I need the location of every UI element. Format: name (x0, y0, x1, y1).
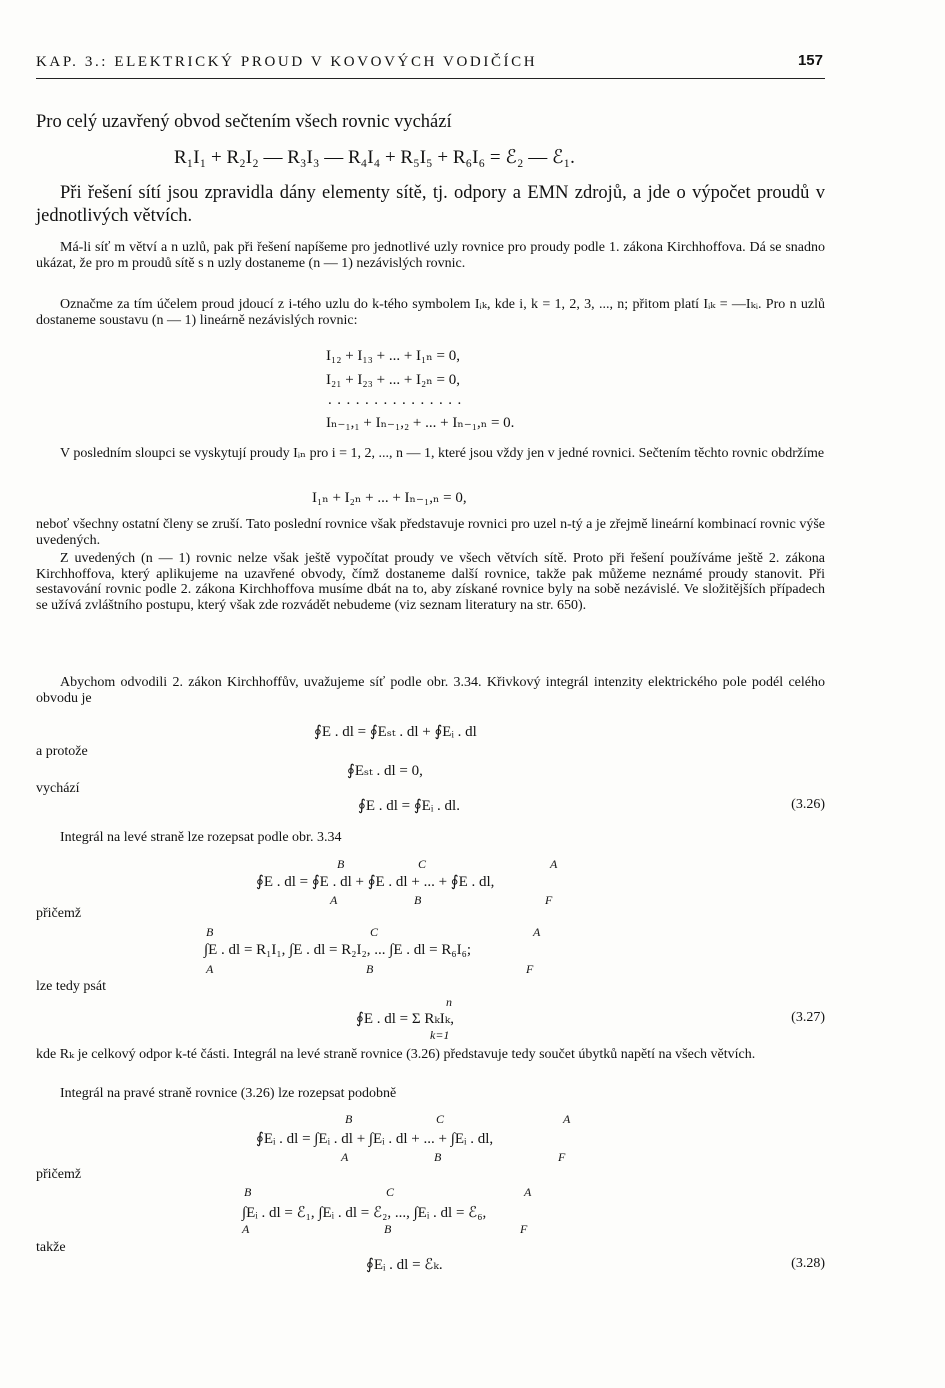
label-a-protoze: a protože (36, 744, 88, 759)
limit-lower: B (434, 1150, 442, 1164)
paragraph-2: Při řešení sítí jsou zpravidla dány elementy sítě, tj. odpory a EMN zdrojů, a jde o výpočet proudů v jednotlivých větvích. (36, 183, 825, 226)
label-pricemz: přičemž (36, 906, 82, 921)
label-lze-tedy-psat: lze tedy psát (36, 979, 106, 994)
equation-number-3-27: (3.27) (791, 1010, 825, 1025)
running-header (36, 54, 825, 76)
limit-upper: C (386, 1185, 395, 1199)
limit-lower: B (414, 893, 422, 907)
equation-segment-drops: ∫E . dl = R₁I₁, ∫E . dl = R₂I₂, ... ∫E . dl = R₆I₆; (204, 942, 471, 958)
limit-lower: B (384, 1222, 392, 1236)
equation-kirchhoff-sum: R₁I₁ + R₂I₂ — R₃I₃ — R₄I₄ + R₅I₅ + R₆I₆ = ℰ₂ — ℰ₁. (174, 147, 575, 168)
limit-upper: B (206, 925, 214, 939)
paragraph-6: neboť všechny ostatní členy se zruší. Tato poslední rovnice však představuje rovnici pro uzel n-tý a je zřejmě lineární kombinací rovnic výše uvedených. (36, 517, 825, 548)
limit-lower: A (341, 1150, 349, 1164)
limit-upper: A (550, 857, 558, 871)
label-pricemz: přičemž (36, 1167, 82, 1182)
equation-system-row-2: I₂₁ + I₂₃ + ... + I₂ₙ = 0, (326, 372, 460, 388)
limit-upper: A (563, 1112, 571, 1126)
limit-lower: F (520, 1222, 528, 1236)
equation-number-3-26: (3.26) (791, 797, 825, 812)
paragraph-10: kde Rₖ je celkový odpor k-té části. Integrál na levé straně rovnice (3.26) představuje tedy součet úbytků napětí na všech větvích. (36, 1047, 756, 1062)
document-page (36, 0, 825, 1388)
paragraph-9: Integrál na levé straně lze rozepsat podle obr. 3.34 (60, 830, 342, 845)
page-number: 157 (797, 52, 823, 69)
paragraph-8: Abychom odvodili 2. zákon Kirchhoffův, uvažujeme síť podle obr. 3.34. Křivkový integrál intenzity elektrického pole podél celého obvodu je (36, 675, 825, 706)
limit-lower: B (366, 962, 374, 976)
limit-upper: C (370, 925, 379, 939)
equation-number-3-28: (3.28) (791, 1256, 825, 1271)
limit-upper: B (337, 857, 345, 871)
paragraph-4: Označme za tím účelem proud jdoucí z i-tého uzlu do k-tého symbolem Iᵢₖ, kde i, k = 1, 2, 3, ..., n; přitom platí Iᵢₖ = —Iₖᵢ. Pro n uzlů dostaneme soustavu (n — 1) lineárně nezávislých rovnic: (36, 297, 825, 328)
equation-line-integral: ∮E . dl = ∮Eₛₜ . dl + ∮Eᵢ . dl (314, 724, 477, 740)
paragraph-11: Integrál na pravé straně rovnice (3.26) lze rozepsat podobně (60, 1086, 397, 1101)
sum-lower-limit: k=1 (430, 1028, 450, 1042)
chapter-title: KAP. 3.: ELEKTRICKÝ PROUD V KOVOVÝCH VODIČÍCH (36, 54, 538, 70)
equation-system-row-1: I₁₂ + I₁₃ + ... + I₁ₙ = 0, (326, 348, 460, 364)
label-vychazi: vychází (36, 781, 80, 796)
equation-system-row-3: Iₙ₋₁,₁ + Iₙ₋₁,₂ + ... + Iₙ₋₁,ₙ = 0. (326, 415, 515, 431)
paragraph-3: Má-li síť m větví a n uzlů, pak při řešení napíšeme pro jednotlivé uzly rovnice pro proudy podle 1. zákona Kirchhoffova. Dá se snadno ukázat, že pro m proudů sítě s n uzly dostaneme (n — 1) nezávislých rovnic. (36, 240, 825, 271)
paragraph-5: V posledním sloupci se vyskytují proudy Iᵢₙ pro i = 1, 2, ..., n — 1, které jsou vždy jen v jedné rovnici. Sečtením těchto rovnic obdržíme (60, 446, 825, 461)
equation-system-dots: ............... (328, 392, 467, 408)
equation-3-28: ∮Eᵢ . dl = ℰₖ. (366, 1257, 443, 1273)
equation-integral-split: ∮E . dl = ∮E . dl + ∮E . dl + ... + ∮E . dl, (256, 874, 495, 890)
equation-3-26: ∮E . dl = ∮Eᵢ . dl. (358, 798, 460, 814)
limit-upper: A (524, 1185, 532, 1199)
equation-node-sum: I₁ₙ + I₂ₙ + ... + Iₙ₋₁,ₙ = 0, (312, 490, 467, 506)
equation-emf-segments: ∫Eᵢ . dl = ℰ₁, ∫Eᵢ . dl = ℰ₂, ..., ∫Eᵢ . dl = ℰ₆, (242, 1205, 487, 1221)
paragraph-1: Pro celý uzavřený obvod sečtením všech rovnic vychází (36, 112, 452, 132)
limit-upper: A (533, 925, 541, 939)
limit-lower: F (545, 893, 553, 907)
paragraph-7: Z uvedených (n — 1) rovnic nelze však ještě vypočítat proudy ve všech větvích sítě. Proto při řešení používáme ještě 2. zákona Kirchhoffova, který aplikujeme na uzavřené obvody, čímž dostaneme další rovnice, takže pak můžeme neznámé proudy stanovit. Při sestavování rovnic podle 2. zákona Kirchhoffova musíme dbát na to, aby získané rovnice byly na sobě nezávislé. Ve složitějších případech se užívá zvláštního postupu, který však zde rozvádět nebudeme (viz seznam literatury na str. 650). (36, 551, 825, 613)
equation-3-27: ∮E . dl = Σ RₖIₖ, (356, 1011, 455, 1027)
limit-upper: C (418, 857, 427, 871)
label-takze: takže (36, 1240, 66, 1255)
limit-upper: B (345, 1112, 353, 1126)
limit-lower: F (558, 1150, 566, 1164)
limit-lower: A (330, 893, 338, 907)
limit-lower: A (242, 1222, 250, 1236)
limit-upper: C (436, 1112, 445, 1126)
header-rule (36, 78, 825, 79)
equation-est-zero: ∮Eₛₜ . dl = 0, (347, 763, 423, 779)
limit-lower: F (526, 962, 534, 976)
sum-upper-limit: n (446, 995, 452, 1009)
limit-upper: B (244, 1185, 252, 1199)
limit-lower: A (206, 962, 214, 976)
equation-ei-split: ∮Eᵢ . dl = ∫Eᵢ . dl + ∫Eᵢ . dl + ... + ∫Eᵢ . dl, (256, 1131, 494, 1147)
